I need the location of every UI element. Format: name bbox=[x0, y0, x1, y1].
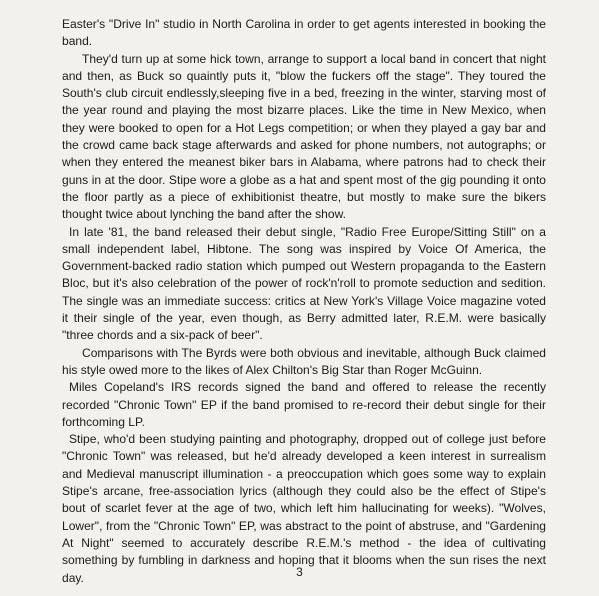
paragraph-3: In late '81, the band released their debut single, "Radio Free Europe/Sitting Still" on a small independent label, Hibtone. The song was inspired by Voice Of America, the Government-backed radio station which pumped out Western propaganda to the Eastern Bloc, but it's also celebration of the power of rock'n'roll to promote seduction and sedition. The single was an immediate success: critics at New York's Village Voice magazine voted it their single of the year, even though, as Berry admitted later, R.E.M. were basically "three chords and a six-pack of beer". bbox=[62, 224, 546, 343]
paragraph-1: Easter's "Drive In" studio in North Carolina in order to get agents interested in booking the band. bbox=[62, 17, 546, 49]
paragraph-5: Miles Copeland's IRS records signed the band and offered to release the recently recorded "Chronic Town" EP if the band promised to re-record their debut single for their forthcoming LP. bbox=[62, 380, 546, 429]
page-number: 3 bbox=[296, 565, 303, 579]
paragraph-6: Stipe, who'd been studying painting and photography, dropped out of college just before "Chronic Town" was released, but he'd already developed a keen interest in surrealism and Medieval manuscript illumination - a preoccupation which goes some way to explain Stipe's arcane, free-association lyrics (although they could also be the effect of Stipe's bout of scarlet fever at the age of two, which left him hallucinating for weeks). "Wolves, Lower", from the "Chronic Town" EP, was abstract to the point of abstruse, and "Gardening At Night" seemed to accurately describe R.E.M.'s method - the idea of cultivating something by fumbling in darkness and hoping that it blooms when the sun rises the next day. bbox=[62, 432, 546, 585]
paragraph-2: They'd turn up at some hick town, arrange to support a local band in concert that night and then, as Buck so quaintly puts it, "blow the fuckers off the stage". They toured the South's club circuit endlessly,sleeping five in a bed, freezing in the winter, starving most of the year round and playing the most bizarre places. Like the time in New Mexico, when they were booked to open for a Hot Legs competition; or when they played a gay bar and the crowd came back stage afterwards and asked for phone numbers, not autographs; or when they entered the meanest biker bars in Alabama, where patrons had to check their guns in at the door. Stipe wore a globe as a hat and spent most of the gig pounding it onto the floor partly as a piece of exhibitionist theatre, but mostly to make sure the bikers thought twice about lynching the band after the show. bbox=[62, 51, 546, 222]
paragraph-4: Comparisons with The Byrds were both obvious and inevitable, although Buck claimed his style owed more to the likes of Alex Chilton's Big Star than Roger McGuinn. bbox=[62, 345, 546, 377]
body-text bbox=[62, 16, 546, 587]
